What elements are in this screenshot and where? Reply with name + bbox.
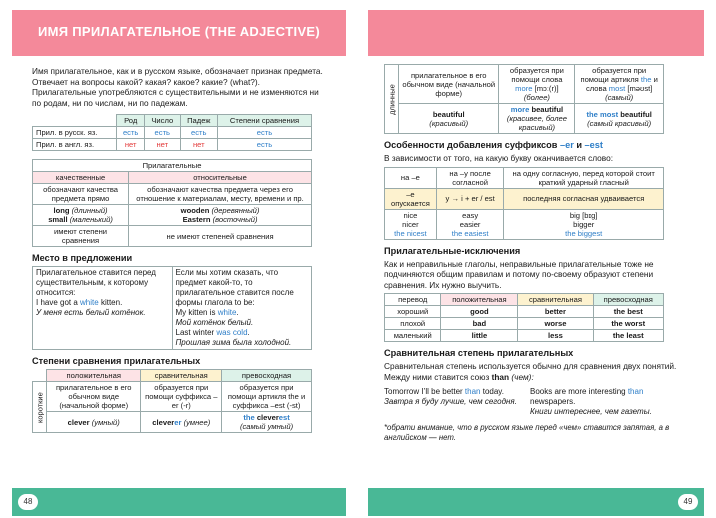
comparative-text: Сравнительная степень используется обычно для сравнения двух понятий. Между ними ставится союз than (чем): — [384, 361, 677, 382]
cell: у → i + er / est — [436, 188, 504, 209]
properties-table — [32, 114, 312, 151]
placement-table — [32, 266, 312, 350]
col-header: на –у после согласной — [436, 167, 504, 188]
cell: хороший — [385, 306, 441, 318]
col-header: положительная — [47, 370, 141, 382]
cell: little — [441, 330, 518, 342]
col-header: относительные — [129, 172, 312, 184]
cell: есть — [117, 127, 145, 139]
cell: обозначают качества предмета прямо — [33, 184, 129, 205]
cell: good — [441, 306, 518, 318]
cell: worse — [518, 318, 593, 330]
col-header: Степени сравнения — [217, 115, 311, 127]
cell: нет — [180, 139, 217, 151]
page-title: ИМЯ ПРИЛАГАТЕЛЬНОЕ (THE ADJECTIVE) — [37, 24, 321, 39]
right-page — [368, 10, 704, 516]
note-text: *обрати внимание, что в русском языке перед «чем» ставится запятая, а в английском — нет. — [384, 422, 670, 443]
cell: nice nicer the nicest — [385, 209, 437, 239]
section-heading: Особенности добавления суффиксов –er и –est — [384, 140, 603, 150]
cell: less — [518, 330, 593, 342]
right-bottom-band — [368, 488, 704, 516]
section-heading: Степени сравнения прилагательных — [32, 356, 201, 367]
suffix-table — [384, 167, 664, 240]
col-header: Падеж — [180, 115, 217, 127]
cell: easy easier the easiest — [436, 209, 504, 239]
cell: прилагательное в его обычном виде (начальной форме) — [47, 382, 141, 412]
cell: есть — [180, 127, 217, 139]
col-header: превосходная — [222, 370, 312, 382]
cell: beautiful (красивый) — [399, 104, 499, 134]
page-number-left: 48 — [18, 494, 38, 510]
cell: не имеют степеней сравнения — [129, 226, 312, 247]
cell: wooden (деревянный) Eastern (восточный) — [129, 205, 312, 226]
page-number-right: 49 — [678, 494, 698, 510]
adjective-types-table — [32, 159, 312, 247]
cell: the least — [593, 330, 663, 342]
placement-right: Если мы хотим сказать, что предмет какой-то, то прилагательное ставится после формы глагола to be: My kitten is white. Мой котёнок белый. Last winter was cold. Прошлая зима была холодной. — [172, 267, 312, 350]
intro-text: Имя прилагательное, как и в русском языке, обозначает признак предмета. Отвечает на вопросы какой? какая? какое? какие? (what?). Прилагательные употребляются с существительными и не изменяются ни по родам, ни по числам, ни по падежам. — [32, 66, 323, 108]
cell: more beautiful (красивее, более красивый) — [499, 104, 575, 134]
suffix-text: В зависимости от того, на какую букву оканчивается слово: — [384, 153, 614, 163]
cell: нет — [145, 139, 181, 151]
left-bottom-band — [12, 488, 346, 516]
col-header: на –е — [385, 167, 437, 188]
col-header: положительная — [441, 294, 518, 306]
section-heading: Сравнительная степень прилагательных — [384, 348, 574, 359]
cell: better — [518, 306, 593, 318]
example-1: Tomorrow I’ll be better than today. Завтра я буду лучше, чем сегодня. — [384, 386, 517, 406]
placement-left: Прилагательное ставится перед существительным, к которому относится: I have got a white kitten. У меня есть белый котёнок. — [33, 267, 173, 350]
cell: прилагательное в его обычном виде (начальной форме) — [399, 65, 499, 104]
row-label: Прил. в англ. яз. — [33, 139, 117, 151]
cell: образуется при помощи артикля the и слова most [məʊst] (самый) — [575, 65, 664, 104]
cell: –е опускается — [385, 188, 437, 209]
cell: big [bɪg] bigger the biggest — [504, 209, 664, 239]
section-heading: Прилагательные-исключения — [384, 245, 521, 256]
cell: есть — [145, 127, 181, 139]
cell: cleverer (умнее) — [141, 412, 222, 433]
exceptions-text: Как и неправильные глаголы, неправильные прилагательные тоже не подчиняются общим правилам и потому по-своему образуют степени сравнения. Их нужно выучить. — [384, 258, 654, 290]
cell: есть — [217, 127, 311, 139]
left-content — [24, 56, 334, 488]
cell: образуется при помощи суффикса –er (-r) — [141, 382, 222, 412]
right-content — [376, 56, 692, 488]
cell: образуется при помощи артикля the и суффикса –est (-st) — [222, 382, 312, 412]
side-label: длинные — [385, 65, 399, 134]
col-header: перевод — [385, 294, 441, 306]
cell: имеют степени сравнения — [33, 226, 129, 247]
col-header: на одну согласную, перед которой стоит краткий ударный гласный — [504, 167, 664, 188]
cell: маленький — [385, 330, 441, 342]
table-head: Прилагательные — [33, 160, 312, 172]
cell: есть — [217, 139, 311, 151]
col-header: сравнительная — [141, 370, 222, 382]
col-header: Число — [145, 115, 181, 127]
col-header: качественные — [33, 172, 129, 184]
cell: плохой — [385, 318, 441, 330]
right-top-band — [368, 10, 704, 56]
exceptions-table — [384, 293, 664, 342]
degrees-table — [32, 369, 312, 433]
cell: the cleverest (самый умный) — [222, 412, 312, 433]
cell: нет — [117, 139, 145, 151]
col-header: превосходная — [593, 294, 663, 306]
cell: the most beautiful (самый красивый) — [575, 104, 664, 134]
cell: bad — [441, 318, 518, 330]
side-label: короткие — [33, 382, 47, 433]
section-heading: Место в предложении — [32, 253, 133, 264]
long-adjectives-table — [384, 64, 664, 134]
example-2: Books are more interesting than newspapers. Книги интереснее, чем газеты. — [530, 386, 652, 416]
cell: образуется при помощи слова more [mɔː(r)] (более) — [499, 65, 575, 104]
cell: the best — [593, 306, 663, 318]
cell: long (длинный) small (маленький) — [33, 205, 129, 226]
col-header: сравнительная — [518, 294, 593, 306]
cell: clever (умный) — [47, 412, 141, 433]
cell: последняя согласная удваивается — [504, 188, 664, 209]
comparative-examples — [384, 387, 684, 417]
col-header: Род — [117, 115, 145, 127]
cell: the worst — [593, 318, 663, 330]
row-label: Прил. в русск. яз. — [33, 127, 117, 139]
left-page — [12, 10, 346, 516]
cell: обозначают качества предмета через его отношение к материалам, месту, времени и пр. — [129, 184, 312, 205]
